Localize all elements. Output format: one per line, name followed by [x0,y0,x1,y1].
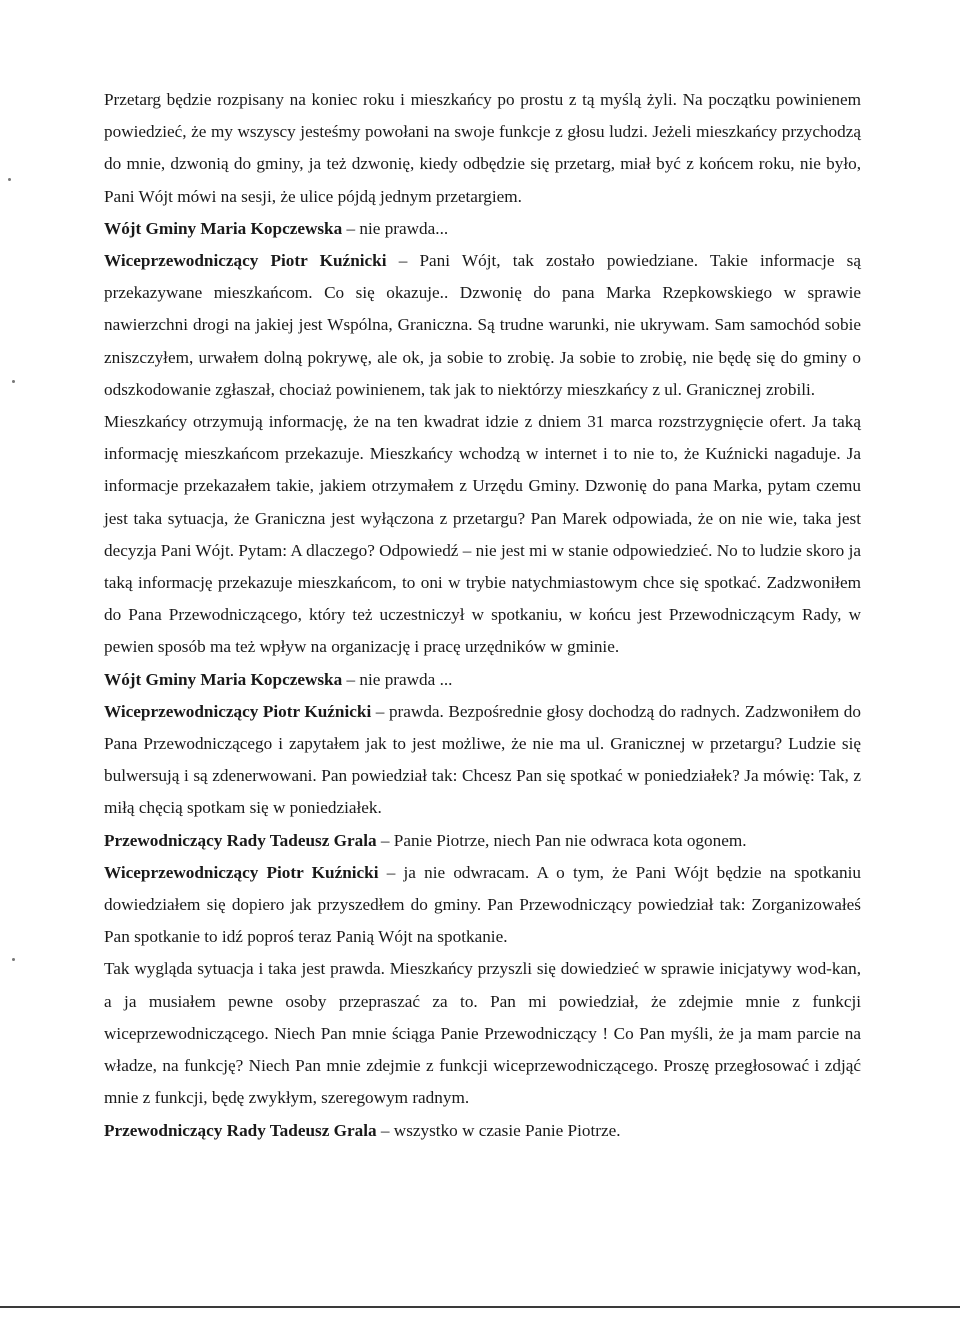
paragraph [104,696,861,825]
paragraph-text: – ja nie odwracam. A o tym, że Pani Wójt będzie na spotkaniu dowiedziałem się dopiero jak przyszedłem do gminy. Pan Przewodniczący powiedział tak: Zorganizowałeś Pan spotkanie to idź poproś teraz Panią Wójt na spotkanie. [104,862,862,947]
paragraph [104,664,861,696]
paragraph [104,245,861,406]
speaker-name: Przewodniczący Rady Tadeusz Grala [104,830,377,850]
paragraph-text: Mieszkańcy otrzymują informację, że na ten kwadrat idzie z dniem 31 marca rozstrzygnięcie ofert. Ja taką informację mieszkańcom przekazuje. Mieszkańcy wchodzą w internet i to nie to, że Kuźnicki nagaduje. Ja informacje przekazałem takie, jakiem otrzymałem z Urzędu Gminy. Dzwonię do pana Marka, pytam czemu jest taka sytuacja, że Graniczna jest wyłączona z przetargu? Pan Marek odpowiada, że on nie wie, taka jest decyzja Pani Wójt. Pytam: A dlaczego? Odpowiedź – nie jest mi w stanie odpowiedzieć. No to ludzie skoro ja taką informację przekazuje mieszkańcom, to oni w trybie natychmiastowym chce się spotkać. Zadzwoniłem do Pana Przewodniczącego, który też uczestniczył w spotkaniu, w końcu jest Przewodniczącym Rady, w pewien sposób ma też wpływ na organizację i pracę urzędników w gminie. [104,412,861,657]
paragraph-text: Przetarg będzie rozpisany na koniec roku i mieszkańcy po prostu z tą myślą żyli. Na początku powinienem powiedzieć, że my wszyscy jesteśmy powołani na swoje funkcje z głosu ludzi. Jeżeli mieszkańcy przychodzą do mnie, dzwonią do gminy, ja też dzwonię, kiedy odbędzie się przetarg, miał być z końcem roku, nie było, Pani Wójt mówi na sesji, że ulice pójdą jednym przetargiem. [104,90,861,206]
paragraph [104,1115,861,1147]
paragraph-text: – Panie Piotrze, niech Pan nie odwraca kota ogonem. [376,830,747,850]
speaker-name: Wiceprzewodniczący Piotr Kuźnicki [104,862,379,882]
paragraph [104,406,861,664]
paragraph-text: Tak wygląda sytuacja i taka jest prawda. Mieszkańcy przyszli się dowiedzieć w sprawie inicjatywy wod-kan, a ja musiałem pewne osoby przepraszać za to. Pan mi powiedział, że zdejmie mnie z funkcji wiceprzewodniczącego. Niech Pan mnie ściąga Panie Przewodniczący ! Co Pan myśli, że ja mam parcie na władze, na funkcję? Niech Pan mnie zdejmie z funkcji wiceprzewodniczącego. Proszę przegłosować i zdjąć mnie z funkcji, będę zwykłym, szeregowym radnym. [104,959,861,1108]
scan-speck [12,380,15,383]
paragraph-text: – nie prawda ... [342,669,453,689]
scan-speck [12,958,15,961]
paragraph-text: – nie prawda... [342,218,449,238]
speaker-name: Wójt Gminy Maria Kopczewska [104,669,343,689]
speaker-name: Wiceprzewodniczący Piotr Kuźnicki [104,701,372,721]
paragraph [104,84,861,213]
paragraph-text: – Pani Wójt, tak zostało powiedziane. Takie informacje są przekazywane mieszkańcom. Co się okazuje.. Dzwonię do pana Marka Rzepkowskiego w sprawie nawierzchni drogi na jakiej jest Wspólna, Graniczna. Są trudne warunki, nie ukrywam. Sam samochód sobie zniszczyłem, urwałem dolną pokrywę, ale ok, ja sobie to zrobię. Ja sobie to zrobię, nie będę się do gminy o odszkodowanie zgłaszał, chociaż powinienem, tak jak to niektórzy mieszkańcy z ul. Granicznej zrobili. [104,251,861,399]
paragraph-text: – wszystko w czasie Panie Piotrze. [376,1120,621,1140]
paragraph-text: – prawda. Bezpośrednie głosy dochodzą do radnych. Zadzwoniłem do Pana Przewodniczącego i zapytałem jak to jest możliwe, że nie ma ul. Granicznej w przetargu? Ludzie się bulwersują i są zdenerwowani. Pan powiedział tak: Chcesz Pan się spotkać w poniedziałek? Ja mówię: Tak, z miłą chęcią spotkam się w poniedziałek. [104,701,861,818]
scan-speck [8,178,11,181]
document-body [104,84,861,1147]
speaker-name: Wiceprzewodniczący Piotr Kuźnicki [104,251,387,271]
paragraph [104,857,861,954]
paragraph [104,213,861,245]
paragraph [104,825,861,857]
paragraph [104,953,861,1114]
speaker-name: Przewodniczący Rady Tadeusz Grala [104,1120,377,1140]
speaker-name: Wójt Gminy Maria Kopczewska [104,218,343,238]
scan-bottom-edge [0,1306,960,1308]
